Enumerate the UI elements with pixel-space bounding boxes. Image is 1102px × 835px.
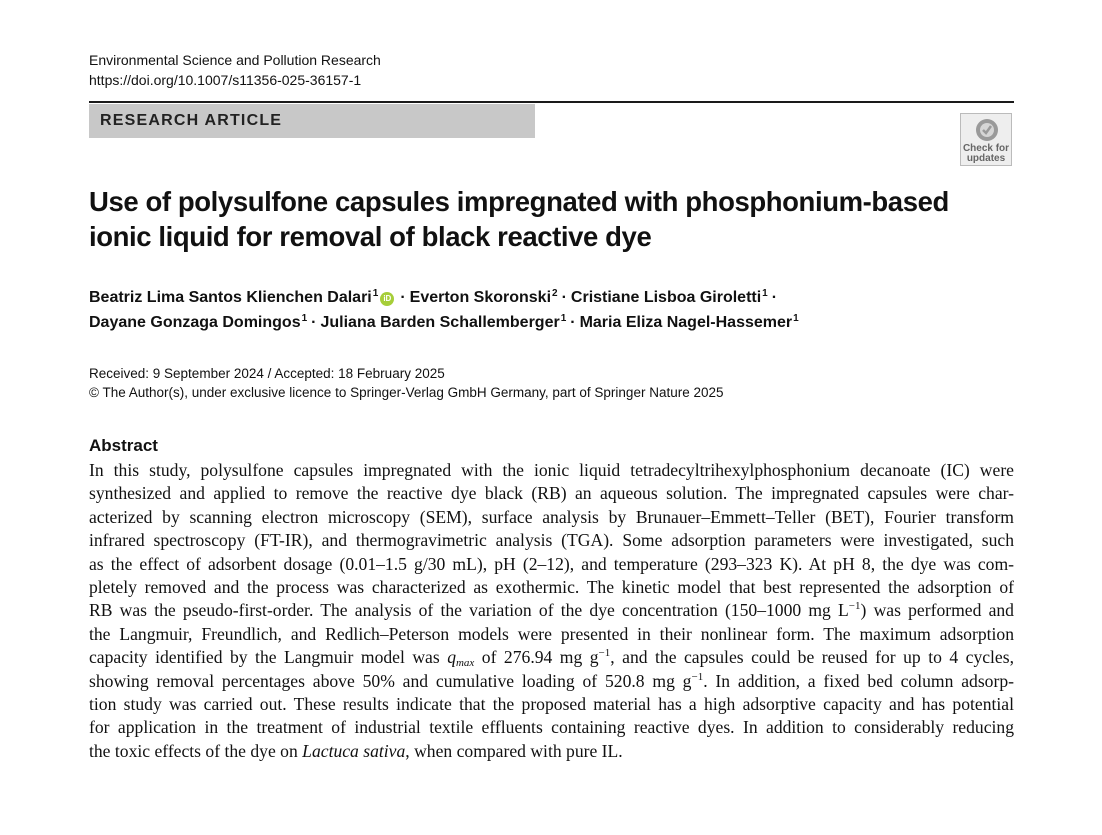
abstract-text: RB was the pseudo-first-order. The analysis of the variation of the dye concentration (150–1000 mg L: [89, 600, 849, 621]
abstract-text: showing removal percentages above 50% and cumulative loading of 520.8 mg g: [89, 670, 692, 691]
author-name[interactable]: Cristiane Lisboa Giroletti: [570, 289, 762, 306]
abstract-heading: Abstract: [89, 436, 158, 455]
abstract-line: as the effect of adsorbent dosage (0.01–1.5 g/30 mL), pH (2–12), and temperature (293–323 K). At pH 8, the dye was com-: [89, 553, 1014, 574]
affiliation-marker: 2: [552, 288, 558, 299]
check-for-updates-icon: [975, 118, 999, 142]
doi-link[interactable]: https://doi.org/10.1007/s11356-025-36157-1: [89, 72, 362, 88]
title-line-2: ionic liquid for removal of black reactive dye: [89, 221, 652, 252]
abstract-line: [89, 599, 1014, 622]
author-name[interactable]: Everton Skoronski: [409, 289, 552, 306]
abstract-text: , and the capsules could be reused for up to 4 cycles,: [610, 647, 1014, 668]
author-name[interactable]: Juliana Barden Schallemberger: [320, 314, 560, 331]
journal-header: [89, 50, 381, 90]
subscript: [456, 657, 474, 669]
abstract-line: acterized by scanning electron microscopy (SEM), surface analysis by Brunauer–Emmett–Teller (BET), Fourier transform: [89, 506, 1014, 527]
journal-name: Environmental Science and Pollution Research: [89, 52, 381, 68]
subscript-text: max: [455, 657, 475, 670]
orcid-icon[interactable]: iD: [380, 292, 394, 306]
badge-line-2: updates: [966, 153, 1006, 164]
affiliation-marker: 1: [560, 313, 567, 324]
abstract-line: infrared spectroscopy (FT-IR), and thermogravimetric analysis (TGA). Some adsorption parameters were investigated, such: [89, 530, 1014, 551]
superscript: −1: [848, 600, 861, 613]
title-line-1: Use of polysulfone capsules impregnated with phosphonium-based: [89, 186, 949, 217]
affiliation-marker: 1: [301, 313, 308, 324]
author-line-1: [89, 285, 1014, 310]
author-name[interactable]: Dayane Gonzaga Domingos: [89, 314, 301, 331]
affiliation-marker: 1: [793, 313, 799, 324]
author-line-2: [89, 310, 1014, 335]
abstract-text: capacity identified by the Langmuir model was: [89, 647, 448, 668]
abstract-line: In this study, polysulfone capsules impregnated with the ionic liquid tetradecyltrihexylphosphonium decanoate (IC) were: [89, 460, 1014, 480]
species-name: Lactuca sativa: [302, 740, 406, 761]
article-title: [89, 184, 969, 254]
author-separator: ·: [400, 289, 406, 306]
check-for-updates-button[interactable]: [960, 113, 1012, 166]
author-separator: ·: [311, 314, 317, 331]
author-separator: ·: [570, 314, 576, 331]
copyright-notice: © The Author(s), under exclusive licence to Springer-Verlag GmbH Germany, part of Springer Nature 2025: [89, 385, 724, 400]
affiliation-marker: 1: [372, 288, 379, 299]
abstract-line: tion study was carried out. These results indicate that the proposed material has a high adsorptive capacity and has potential: [89, 694, 1014, 715]
publication-dates: [89, 364, 724, 402]
header-rule: [89, 101, 1014, 103]
abstract-text: . In addition, a fixed bed column adsorp-: [703, 670, 1014, 691]
abstract-line: [89, 670, 1014, 693]
abstract-line: for application in the treatment of industrial textile effluents containing reactive dyes. In addition to considerably reducing: [89, 717, 1014, 738]
abstract-line: [89, 646, 1014, 669]
abstract-text: , when compared with pure IL.: [405, 740, 623, 761]
author-separator: ·: [561, 289, 567, 306]
superscript: −1: [691, 670, 704, 683]
abstract-line: [89, 740, 1014, 763]
abstract-line: the Langmuir, Freundlich, and Redlich–Peterson models were presented in their nonlinear form. The maximum adsorption: [89, 623, 1014, 644]
superscript: −1: [598, 647, 611, 660]
affiliation-marker: 1: [762, 288, 768, 299]
abstract-line: synthesized and applied to remove the reactive dye black (RB) an aqueous solution. The impregnated capsules were char-: [89, 483, 1014, 504]
author-list: [89, 285, 1014, 335]
received-accepted: Received: 9 September 2024 / Accepted: 18 February 2025: [89, 366, 445, 381]
author-separator: ·: [771, 289, 778, 306]
author-name[interactable]: Beatriz Lima Santos Klienchen Dalari: [89, 289, 372, 306]
abstract-text: the toxic effects of the dye on: [89, 740, 303, 761]
abstract-body: [89, 459, 1014, 763]
math-symbol: q: [447, 647, 456, 668]
article-type-banner: [89, 104, 535, 138]
abstract-text: ) was performed and: [860, 600, 1014, 621]
badge-line-1: Check for: [962, 143, 1010, 154]
author-name[interactable]: Maria Eliza Nagel-Hassemer: [579, 314, 793, 331]
article-type-label: RESEARCH ARTICLE: [100, 112, 283, 129]
abstract-text: of 276.94 mg g: [474, 647, 599, 668]
abstract-line: pletely removed and the process was characterized as exothermic. The kinetic model that best represented the adsorption of: [89, 577, 1014, 598]
